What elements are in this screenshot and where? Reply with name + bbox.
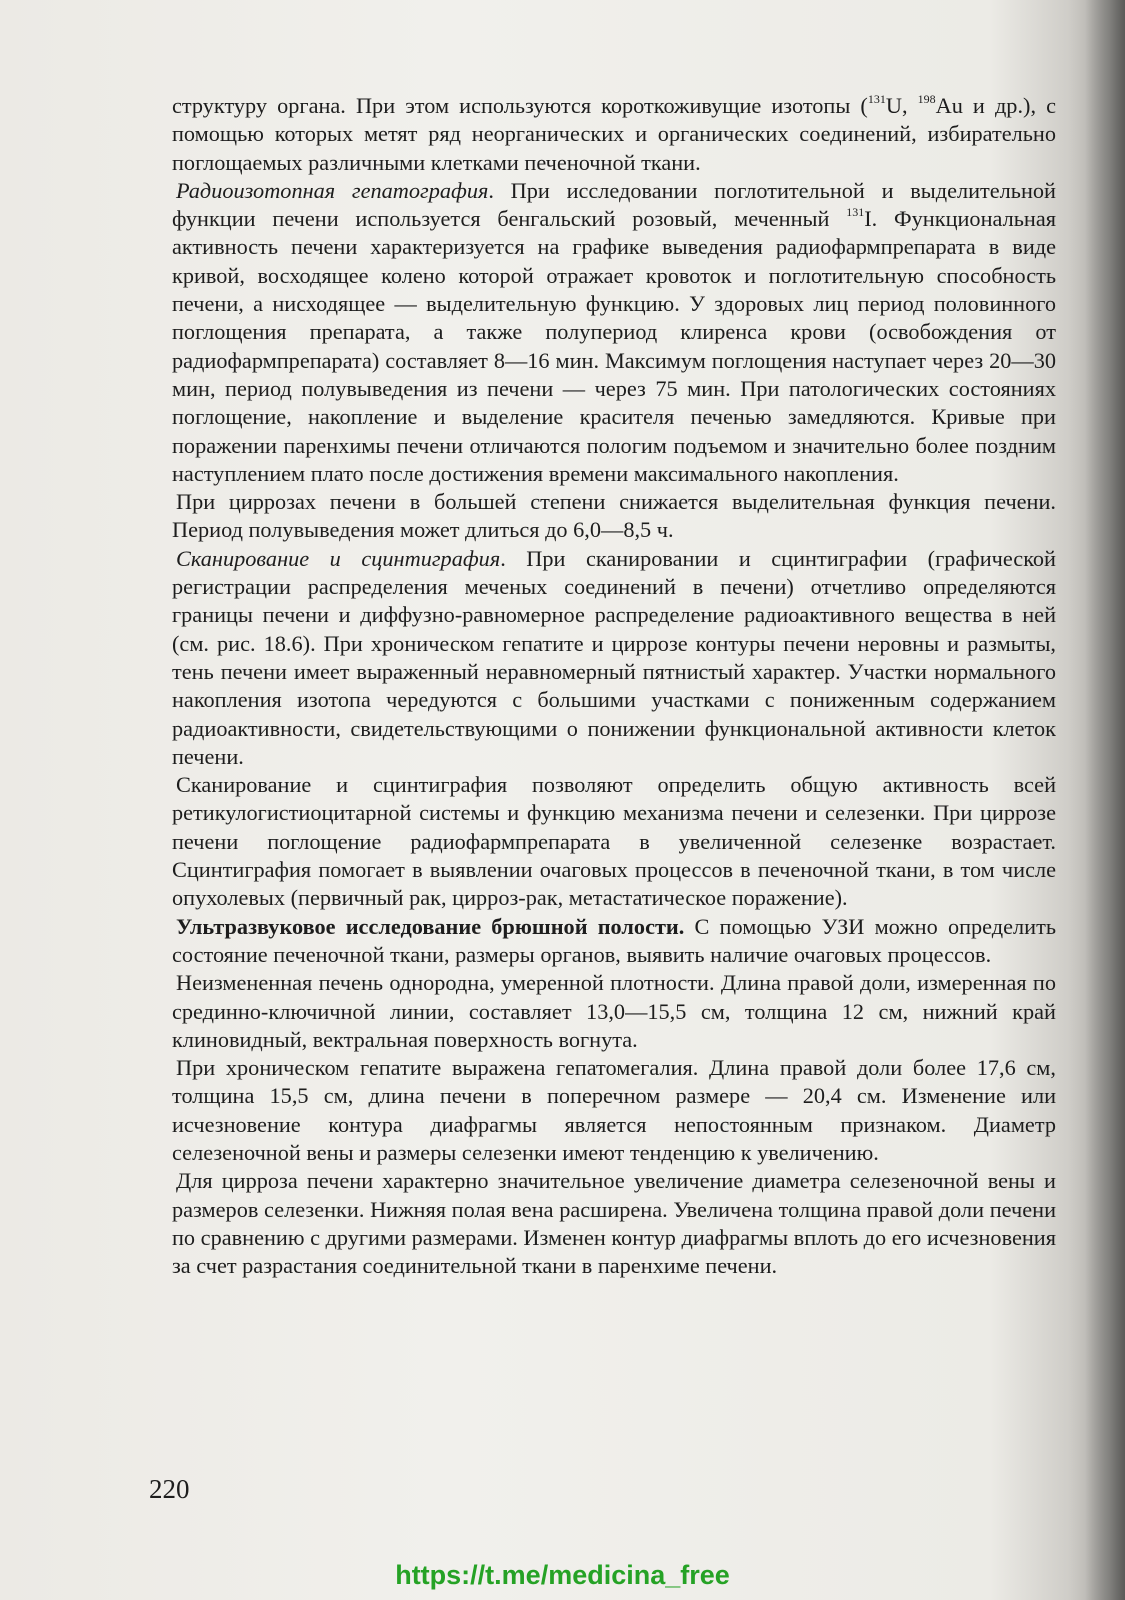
telegram-link[interactable]: https://t.me/medicina_free [395,1560,730,1590]
paragraph-1-text: структуру органа. При этом используются короткоживущие изотопы ($^{131}$U, $^{198}$Au и др.), с помощью которых метят ряд неорганических и органических соединений, избирательно поглощаемых различными клетками печеночной ткани. [172,91,1056,175]
paragraph-2-text: . При исследовании поглотительной и выделительной функции печени используется бенгальский розовый, меченный $^{131}$I. Функциональная активность печени характеризуется на графике выведения радиофармпрепарата в виде кривой, восходящее колено которой отражает кровоток и поглотительную способность печени, а нисходящее — выделительную функцию. У здоровых лиц период половинного поглощения препарата, а также полупериод клиренса крови (освобождения от радиофармпрепарата) составляет 8—16 мин. Максимум поглощения наступает через 20—30 мин, период полувыведения из печени — через 75 мин. При патологических состояниях поглощение, накопление и выделение красителя печенью замедляются. Кривые при поражении паренхимы печени отличаются пологим подъемом и значительно более поздним наступлением плато после достижения времени максимального накопления. [172,177,1056,486]
paragraph-5 [172,771,1056,912]
page-number: 220 [149,1474,190,1504]
paragraph-9 [172,1167,1056,1280]
paragraph-7-text: Неизмененная печень однородна, умеренной плотности. Длина правой доли, измеренная по срединно-ключичной линии, составляет 13,0—15,5 см, толщина 12 см, нижний край клиновидный, вектральная поверхность вогнута. [172,970,1056,1052]
paragraph-3-text: При циррозах печени в большей степени снижается выделительная функция печени. Период полувыведения может длиться до 6,0—8,5 ч. [172,489,1056,543]
paragraph-5-text: Сканирование и сцинтиграфия позволяют определить общую активность всей ретикулогистиоцитарной системы и функцию механизма печени и селезенки. При циррозе печени поглощение радиофармпрепарата в увеличенной селезенке возрастает. Сцинтиграфия помогает в выявлении очаговых процессов в печеночной ткани, в том числе опухолевых (первичный рак, цирроз-рак, метастатическое поражение). [172,772,1056,911]
paragraph-8 [172,1054,1056,1167]
book-spine-shadow [1085,0,1125,1600]
paragraph-8-text: При хроническом гепатите выражена гепатомегалия. Длина правой доли более 17,6 см, толщина 15,5 см, длина печени в поперечном размере — 20,4 см. Изменение или исчезновение контура диафрагмы является непостоянным признаком. Диаметр селезеночной вены и размеры селезенки имеют тенденцию к увеличению. [172,1055,1056,1165]
paragraph-4 [172,545,1056,771]
paragraph-3 [172,488,1056,545]
body-text [172,92,1056,1280]
isotope-mass-number: 131 [846,204,865,219]
paragraph-6-text: С помощью УЗИ можно определить состояние печеночной ткани, размеры органов, выявить наличие очаговых процессов. [172,913,1056,967]
paragraph-9-text: Для цирроза печени характерно значительное увеличение диаметра селезеночной вены и размеров селезенки. Нижняя полая вена расширена. Увеличена толщина правой доли печени по сравнению с другими размерами. Изменен контур диафрагмы вплоть до его исчезновения за счет разрастания соединительной ткани в паренхиме печени. [172,1168,1056,1279]
paragraph-2-lead: Радиоизотопная гепатография [176,177,489,203]
paragraph-1 [172,92,1056,177]
isotope-mass-number: 198 [917,91,936,106]
paragraph-4-text: . При сканировании и сцинтиграфии (графической регистрации распределения меченых соединений в печени) отчетливо определяются границы печени и диффузно-равномерное распределение радиоактивного вещества в ней (см. рис. 18.6). При хроническом гепатите и циррозе контуры печени неровны и размыты, тень печени имеет выраженный неравномерный пятнистый характер. Участки нормального накопления изотопа чередуются с большими участками с пониженным содержанием радиоактивности, свидетельствующими о понижении функциональной активности клеток печени. [172,545,1056,769]
paragraph-6-lead: Ультразвуковое исследование брюшной полости. [176,913,685,939]
isotope-mass-number: 131 [867,91,886,106]
paragraph-4-lead: Сканирование и сцинтиграфия [176,545,501,571]
paragraph-6 [172,913,1056,970]
paragraph-7 [172,969,1056,1054]
paragraph-2 [172,177,1056,488]
